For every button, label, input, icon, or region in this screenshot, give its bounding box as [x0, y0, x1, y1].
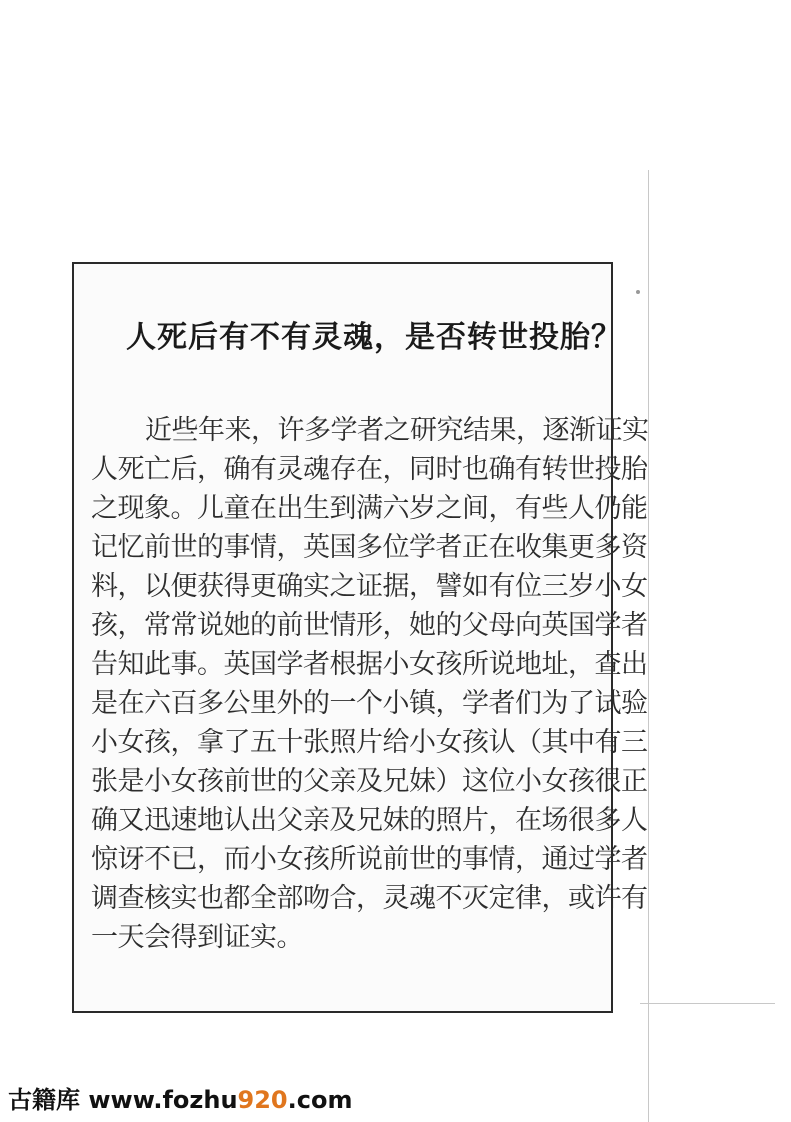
article-line: 是在六百多公里外的一个小镇，学者们为了试验 — [91, 688, 648, 719]
watermark-url-number: 920 — [237, 1086, 288, 1114]
article-line: 告知此事。英国学者根据小女孩所说地址，查出 — [91, 649, 648, 680]
article-line: 料，以便获得更确实之证据，譬如有位三岁小女 — [91, 571, 648, 602]
article-line: 调查核实也都全部吻合，灵魂不灭定律，或许有 — [91, 883, 648, 914]
article-line: 孩，常常说她的前世情形，她的父母向英国学者 — [91, 610, 648, 641]
watermark-url-suffix: .com — [287, 1086, 353, 1114]
scan-crop-line — [640, 1003, 775, 1004]
article-line: 人死亡后，确有灵魂存在，同时也确有转世投胎 — [91, 454, 648, 485]
scan-speck — [636, 290, 640, 294]
site-watermark — [8, 1080, 352, 1115]
article-title: 人死后有不有灵魂，是否转世投胎？ — [126, 320, 622, 355]
watermark-url-prefix: www.fozhu — [88, 1086, 238, 1114]
article-line: 之现象。儿童在出生到满六岁之间，有些人仍能 — [91, 493, 648, 524]
watermark-site-name: 古籍库 — [8, 1086, 80, 1114]
article-line: 记忆前世的事情，英国多位学者正在收集更多资 — [91, 532, 648, 563]
article-line: 张是小女孩前世的父亲及兄妹）这位小女孩很正 — [91, 766, 648, 797]
article-body — [91, 411, 649, 957]
article-line: 确又迅速地认出父亲及兄妹的照片，在场很多人 — [91, 805, 648, 836]
article-line: 近些年来，许多学者之研究结果，逐渐证实 — [145, 415, 649, 446]
scan-fold-line — [648, 170, 649, 1122]
newspaper-clipping — [72, 262, 649, 1013]
article-line: 一天会得到证实。 — [91, 922, 303, 953]
article-line: 惊讶不已，而小女孩所说前世的事情，通过学者 — [91, 844, 648, 875]
article-line: 小女孩，拿了五十张照片给小女孩认（其中有三 — [91, 727, 648, 758]
